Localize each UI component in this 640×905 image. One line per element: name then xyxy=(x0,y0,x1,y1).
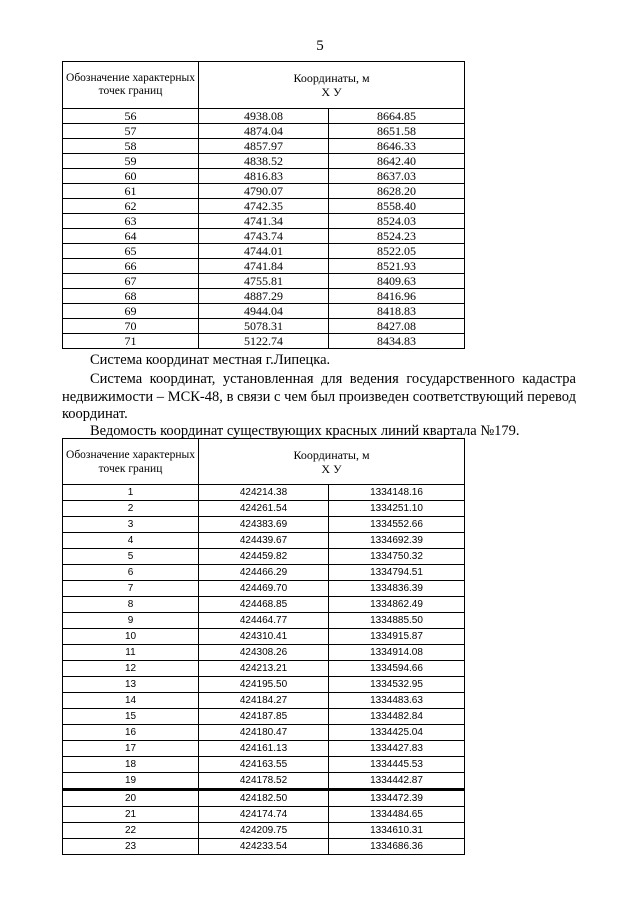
x-coordinate-cell: 4938.08 xyxy=(199,109,329,124)
table-header-row xyxy=(63,62,465,109)
point-number-cell: 12 xyxy=(63,661,199,677)
y-coordinate-cell: 8522.05 xyxy=(329,244,465,259)
point-number-cell: 4 xyxy=(63,533,199,549)
y-coordinate-cell: 8637.03 xyxy=(329,169,465,184)
point-number-cell: 11 xyxy=(63,645,199,661)
x-coordinate-cell: 424308.26 xyxy=(199,645,329,661)
point-number-cell: 68 xyxy=(63,289,199,304)
y-coordinate-cell: 8434.83 xyxy=(329,334,465,349)
y-coordinate-cell: 8664.85 xyxy=(329,109,465,124)
table-row xyxy=(63,244,465,259)
y-coordinate-cell: 1334532.95 xyxy=(329,677,465,693)
x-coordinate-cell: 5122.74 xyxy=(199,334,329,349)
x-coordinate-cell: 424174.74 xyxy=(199,807,329,823)
point-number-cell: 57 xyxy=(63,124,199,139)
table-row xyxy=(63,214,465,229)
x-coordinate-cell: 424195.50 xyxy=(199,677,329,693)
x-coordinate-cell: 424459.82 xyxy=(199,549,329,565)
y-coordinate-cell: 1334915.87 xyxy=(329,629,465,645)
x-coordinate-cell: 4742.35 xyxy=(199,199,329,214)
table-row xyxy=(63,549,465,565)
x-coordinate-cell: 424383.69 xyxy=(199,517,329,533)
x-coordinate-cell: 424182.50 xyxy=(199,790,329,807)
table-row xyxy=(63,319,465,334)
point-number-cell: 65 xyxy=(63,244,199,259)
table-row xyxy=(63,709,465,725)
table-row xyxy=(63,613,465,629)
table-row xyxy=(63,773,465,790)
y-coordinate-cell: 1334692.39 xyxy=(329,533,465,549)
point-number-cell: 61 xyxy=(63,184,199,199)
header-coordinates xyxy=(199,439,465,485)
table-row xyxy=(63,693,465,709)
table-body xyxy=(63,485,465,855)
table-row xyxy=(63,823,465,839)
table-row xyxy=(63,154,465,169)
y-coordinate-cell: 8427.08 xyxy=(329,319,465,334)
table-header-row xyxy=(63,439,465,485)
point-number-cell: 62 xyxy=(63,199,199,214)
x-coordinate-cell: 424310.41 xyxy=(199,629,329,645)
point-number-cell: 60 xyxy=(63,169,199,184)
point-number-cell: 9 xyxy=(63,613,199,629)
x-coordinate-cell: 424439.67 xyxy=(199,533,329,549)
table-row xyxy=(63,533,465,549)
x-coordinate-cell: 424214.38 xyxy=(199,485,329,501)
y-coordinate-cell: 1334425.04 xyxy=(329,725,465,741)
y-coordinate-cell: 1334862.49 xyxy=(329,597,465,613)
table-row xyxy=(63,645,465,661)
header-coordinates-title: Координаты, м xyxy=(293,71,370,85)
point-number-cell: 70 xyxy=(63,319,199,334)
table-row xyxy=(63,517,465,533)
point-number-cell: 19 xyxy=(63,773,199,790)
x-coordinate-cell: 424468.85 xyxy=(199,597,329,613)
x-coordinate-cell: 424233.54 xyxy=(199,839,329,855)
y-coordinate-cell: 8558.40 xyxy=(329,199,465,214)
point-number-cell: 69 xyxy=(63,304,199,319)
x-coordinate-cell: 4741.34 xyxy=(199,214,329,229)
x-coordinate-cell: 424469.70 xyxy=(199,581,329,597)
y-coordinate-cell: 1334552.66 xyxy=(329,517,465,533)
table-row xyxy=(63,501,465,517)
table-row xyxy=(63,184,465,199)
coordinate-system-paragraph: Система координат, установленная для ведения государственного кадастра недвижимости – МСК-48, в связи с чем был произведен соответствующий перевод координат. xyxy=(62,371,576,422)
point-number-cell: 2 xyxy=(63,501,199,517)
y-coordinate-cell: 1334836.39 xyxy=(329,581,465,597)
x-coordinate-cell: 4744.01 xyxy=(199,244,329,259)
y-coordinate-cell: 1334750.32 xyxy=(329,549,465,565)
table-row xyxy=(63,597,465,613)
coordinates-table-2 xyxy=(62,438,465,855)
x-coordinate-cell: 4887.29 xyxy=(199,289,329,304)
table-row xyxy=(63,289,465,304)
x-coordinate-cell: 424184.27 xyxy=(199,693,329,709)
x-coordinate-cell: 4755.81 xyxy=(199,274,329,289)
table-row xyxy=(63,839,465,855)
table-row xyxy=(63,124,465,139)
y-coordinate-cell: 1334472.39 xyxy=(329,790,465,807)
point-number-cell: 23 xyxy=(63,839,199,855)
y-coordinate-cell: 1334484.65 xyxy=(329,807,465,823)
y-coordinate-cell: 8418.83 xyxy=(329,304,465,319)
statement-title-text: Ведомость координат существующих красных линий квартала №179. xyxy=(90,423,520,439)
table-row xyxy=(63,169,465,184)
y-coordinate-cell: 1334794.51 xyxy=(329,565,465,581)
y-coordinate-cell: 1334686.36 xyxy=(329,839,465,855)
point-number-cell: 5 xyxy=(63,549,199,565)
y-coordinate-cell: 8409.63 xyxy=(329,274,465,289)
y-coordinate-cell: 1334251.10 xyxy=(329,501,465,517)
table-row xyxy=(63,334,465,349)
x-coordinate-cell: 4743.74 xyxy=(199,229,329,244)
x-coordinate-cell: 4874.04 xyxy=(199,124,329,139)
table-row xyxy=(63,485,465,501)
point-number-cell: 15 xyxy=(63,709,199,725)
table-row xyxy=(63,661,465,677)
table-row xyxy=(63,274,465,289)
x-coordinate-cell: 4790.07 xyxy=(199,184,329,199)
y-coordinate-cell: 1334445.53 xyxy=(329,757,465,773)
coordinates-table-1 xyxy=(62,61,465,349)
point-number-cell: 58 xyxy=(63,139,199,154)
y-coordinate-cell: 8524.03 xyxy=(329,214,465,229)
x-coordinate-cell: 424464.77 xyxy=(199,613,329,629)
x-coordinate-cell: 424261.54 xyxy=(199,501,329,517)
y-coordinate-cell: 1334148.16 xyxy=(329,485,465,501)
header-point-label: Обозначение характерных точек границ xyxy=(63,62,199,109)
table-row xyxy=(63,304,465,319)
table-row xyxy=(63,757,465,773)
x-coordinate-cell: 4838.52 xyxy=(199,154,329,169)
header-xy: Х У xyxy=(321,461,342,476)
point-number-cell: 66 xyxy=(63,259,199,274)
point-number-cell: 64 xyxy=(63,229,199,244)
table-row xyxy=(63,581,465,597)
point-number-cell: 20 xyxy=(63,790,199,807)
y-coordinate-cell: 8646.33 xyxy=(329,139,465,154)
point-number-cell: 21 xyxy=(63,807,199,823)
header-coordinates-title: Координаты, м xyxy=(293,447,370,462)
table-row xyxy=(63,790,465,807)
page-number: 5 xyxy=(316,38,324,54)
y-coordinate-cell: 1334483.63 xyxy=(329,693,465,709)
point-number-cell: 56 xyxy=(63,109,199,124)
point-number-cell: 10 xyxy=(63,629,199,645)
table-row xyxy=(63,629,465,645)
table-row xyxy=(63,807,465,823)
y-coordinate-cell: 1334610.31 xyxy=(329,823,465,839)
point-number-cell: 71 xyxy=(63,334,199,349)
y-coordinate-cell: 1334594.66 xyxy=(329,661,465,677)
y-coordinate-cell: 1334442.87 xyxy=(329,773,465,790)
x-coordinate-cell: 424180.47 xyxy=(199,725,329,741)
y-coordinate-cell: 1334427.83 xyxy=(329,741,465,757)
table-row xyxy=(63,677,465,693)
point-number-cell: 6 xyxy=(63,565,199,581)
x-coordinate-cell: 424163.55 xyxy=(199,757,329,773)
y-coordinate-cell: 1334885.50 xyxy=(329,613,465,629)
point-number-cell: 22 xyxy=(63,823,199,839)
table-row xyxy=(63,259,465,274)
x-coordinate-cell: 4741.84 xyxy=(199,259,329,274)
x-coordinate-cell: 5078.31 xyxy=(199,319,329,334)
x-coordinate-cell: 424466.29 xyxy=(199,565,329,581)
x-coordinate-cell: 4816.83 xyxy=(199,169,329,184)
x-coordinate-cell: 424187.85 xyxy=(199,709,329,725)
y-coordinate-cell: 8628.20 xyxy=(329,184,465,199)
x-coordinate-cell: 424209.75 xyxy=(199,823,329,839)
coordinate-system-line xyxy=(62,352,576,370)
point-number-cell: 67 xyxy=(63,274,199,289)
point-number-cell: 59 xyxy=(63,154,199,169)
y-coordinate-cell: 1334482.84 xyxy=(329,709,465,725)
table-row xyxy=(63,229,465,244)
table-row xyxy=(63,725,465,741)
y-coordinate-cell: 1334914.08 xyxy=(329,645,465,661)
x-coordinate-cell: 4857.97 xyxy=(199,139,329,154)
table-body xyxy=(63,109,465,349)
y-coordinate-cell: 8524.23 xyxy=(329,229,465,244)
point-number-cell: 16 xyxy=(63,725,199,741)
point-number-cell: 63 xyxy=(63,214,199,229)
point-number-cell: 18 xyxy=(63,757,199,773)
point-number-cell: 17 xyxy=(63,741,199,757)
x-coordinate-cell: 424178.52 xyxy=(199,773,329,790)
point-number-cell: 14 xyxy=(63,693,199,709)
point-number-cell: 8 xyxy=(63,597,199,613)
point-number-cell: 3 xyxy=(63,517,199,533)
x-coordinate-cell: 4944.04 xyxy=(199,304,329,319)
header-point-label: Обозначение характерных точек границ xyxy=(63,439,199,485)
y-coordinate-cell: 8521.93 xyxy=(329,259,465,274)
table-row xyxy=(63,565,465,581)
table-row xyxy=(63,109,465,124)
header-coordinates xyxy=(199,62,465,109)
point-number-cell: 1 xyxy=(63,485,199,501)
table-row xyxy=(63,741,465,757)
y-coordinate-cell: 8651.58 xyxy=(329,124,465,139)
table-row xyxy=(63,199,465,214)
coordinate-system-text: Система координат местная г.Липецка. xyxy=(90,352,331,368)
point-number-cell: 7 xyxy=(63,581,199,597)
table-row xyxy=(63,139,465,154)
x-coordinate-cell: 424213.21 xyxy=(199,661,329,677)
point-number-cell: 13 xyxy=(63,677,199,693)
header-xy: Х У xyxy=(321,85,342,99)
x-coordinate-cell: 424161.13 xyxy=(199,741,329,757)
y-coordinate-cell: 8416.96 xyxy=(329,289,465,304)
y-coordinate-cell: 8642.40 xyxy=(329,154,465,169)
